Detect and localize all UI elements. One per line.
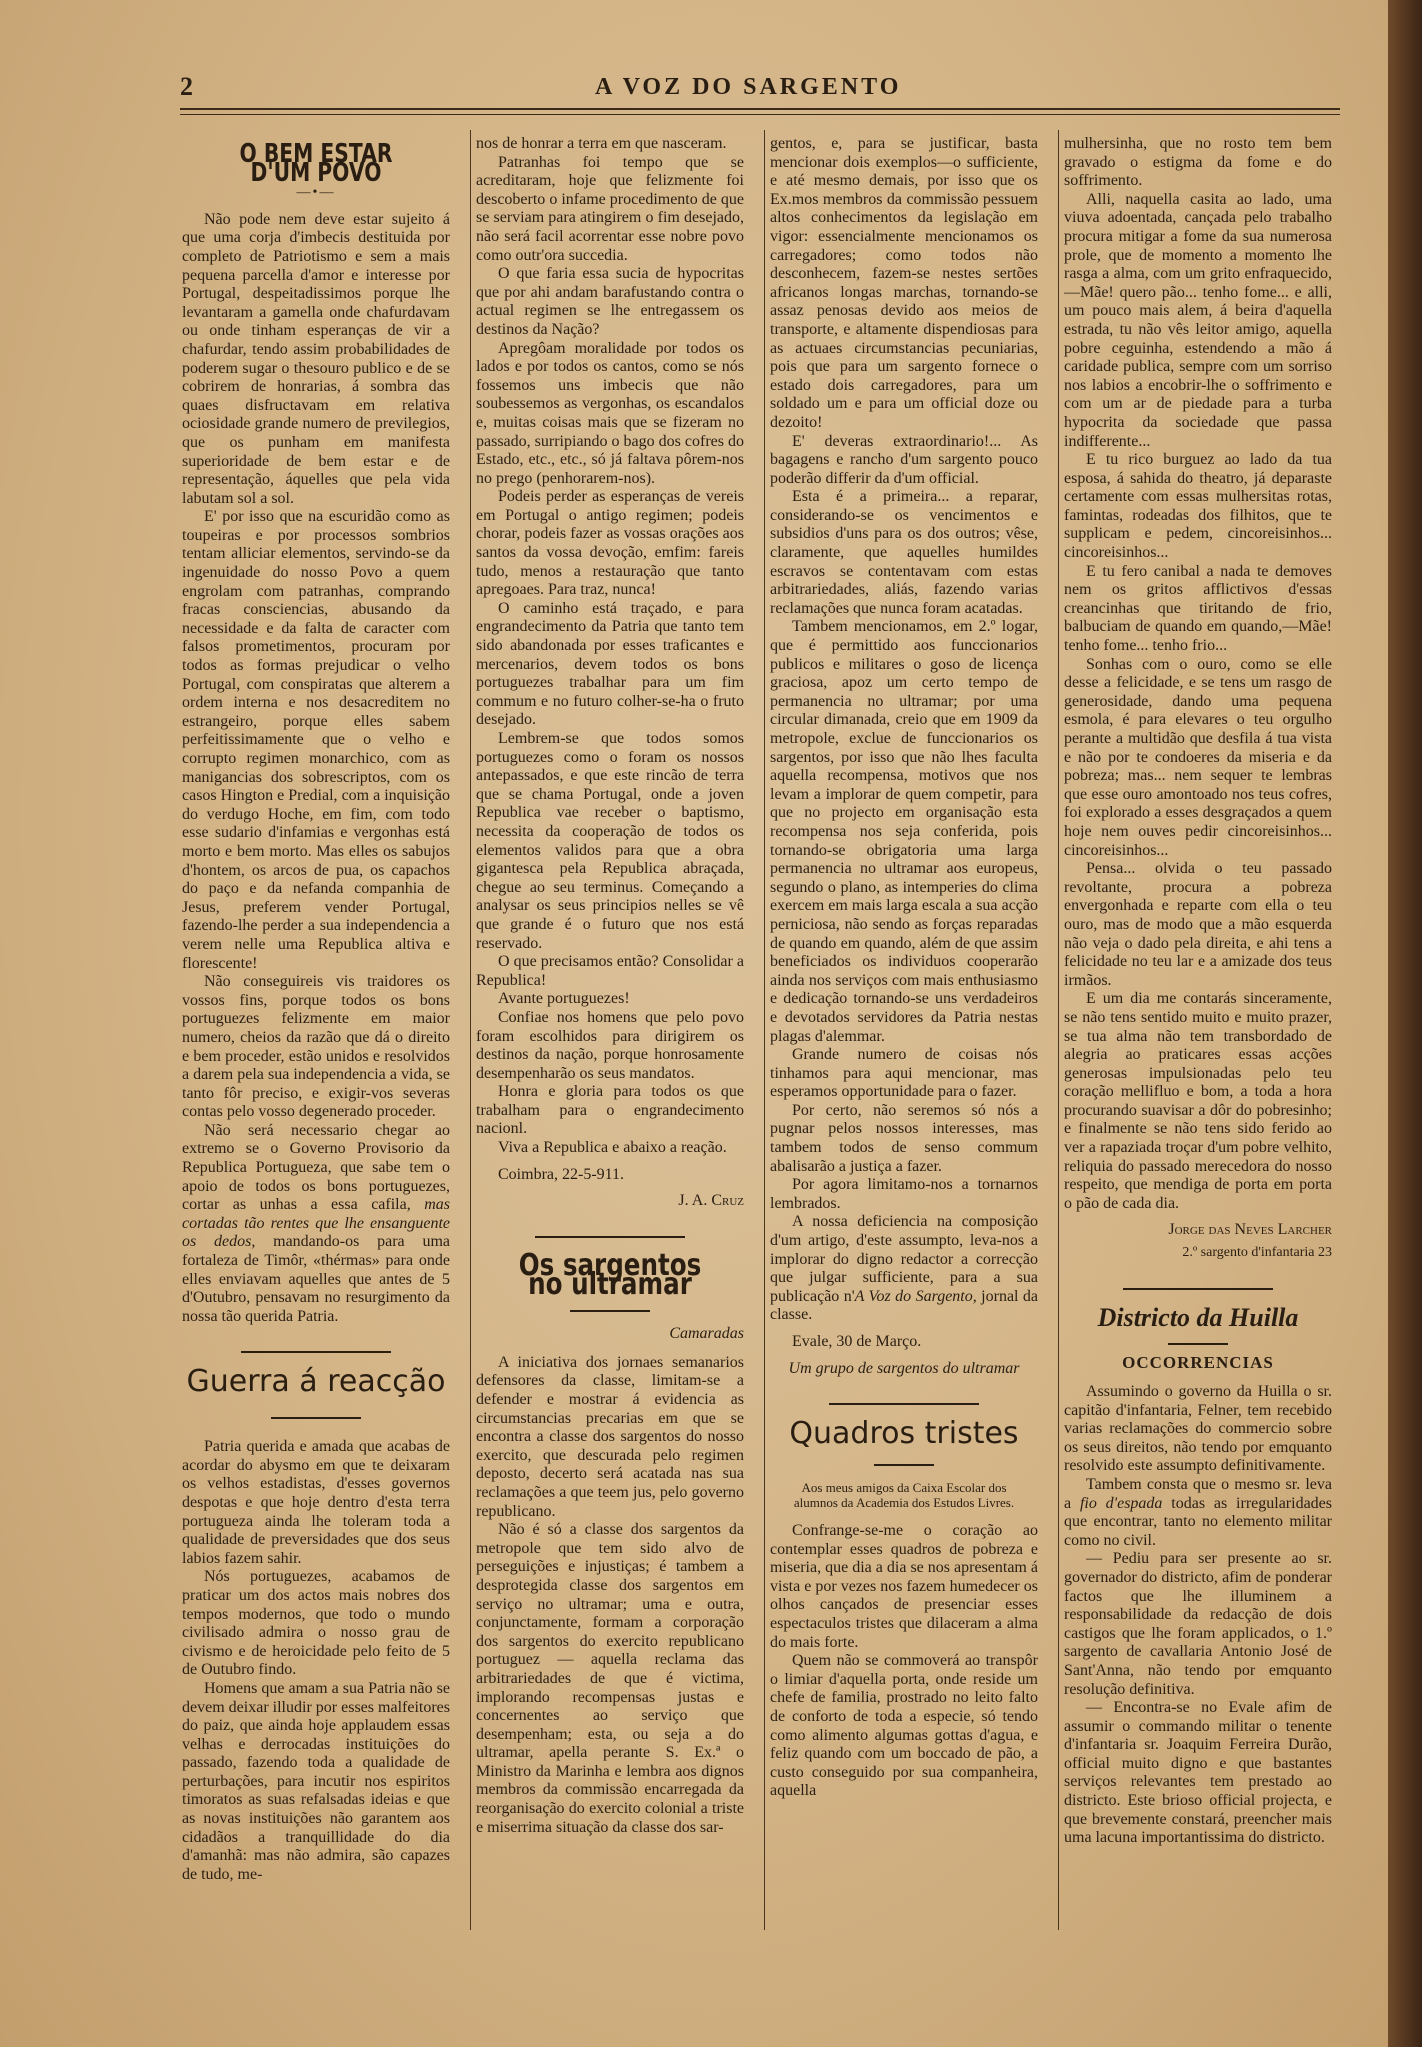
paragraph: E tu rico burguez ao lado da tua esposa, á sahida do theatro, já deparaste certamente com essas mulhersitas rotas, famintas, rodeadas dos filhitos, que te supplicam e pedem, cincoreisinhos... cincoreisinhos... [1064, 451, 1332, 562]
paragraph: nos de honrar a terra em que nasceram. [476, 135, 727, 152]
paragraph: Não pode nem deve estar sujeito á que uma corja d'imbecis destituida por completo de Patriotismo e sem a mais pequena parcella d'amor e interesse por Portugal, despeitadissimos porque lhe levantaram a gamella onde chafurdavam ou onde tinham esperanças de vir a chafurdar, tendo assim probabilidades de poderem sugar o thesouro publico e de se cobrirem de honrarias, á sombra das quaes disfructavam em relativa ociosidade grande numero de previlegios, que os punham em manifesta superioridade de bem estar e de representação, áquelles que pela vida labutam sol a sol. [182, 210, 450, 507]
paragraph: Viva a Republica e abaixo a reação. [498, 1139, 727, 1157]
paragraph [1064, 1476, 1332, 1550]
section-subheading: OCCORRENCIAS [1122, 1353, 1274, 1373]
paragraph: Assumindo o governo da Huilla o sr. capitão d'infantaria, Felner, tem recebido varias reclamações do commercio sobre os seus direitos, não tendo por emquanto resolvido este assumpto definitivamente. [1064, 1383, 1332, 1475]
paragraph: Avante portuguezes! [498, 990, 630, 1008]
column-1 [182, 135, 450, 1955]
paragraph: O caminho está traçado, e para engrandecimento da Patria que tanto tem sido abandonada por esses traficantes e mercenarios, devem todos os bons portuguezes trabalhar para um fim commum e no futuro colher-se-ha o fruto desejado. [476, 599, 744, 729]
paragraph: Pensa... olvida o teu passado revoltante, procura a pobreza envergonhada e reparte com ella o teu ouro, mas de modo que a mão esquerda não veja o dado pela direita, e ahi tens a felicidade no teu lar e a amizade dos teus irmãos. [1064, 860, 1332, 989]
text-run: mandando-os para uma fortaleza de Timôr, «thérmas» para onde elles enviavam aquelles que antes de 5 d'Outubro, pensavam no resurgimento da nossa tão querida Patria. [182, 1233, 450, 1325]
italic-text: mas cortadas tão rentes que lhe ensanguente os dedos, [182, 1196, 450, 1251]
paragraph: O que faria essa sucia de hypocritas que por ahi andam barafustando contra o actual regimen se lhe entregassem os destinos da Nação? [476, 265, 744, 338]
text-run: Não será necessario chegar ao extremo se o Governo Provisorio da Republica Portugueza, que sabe tem o apoio de todos os bons portuguezes, cortar as unhas a essa cafila, [182, 1121, 450, 1214]
paragraph: Quem não se commoverá ao transpôr o limiar d'aquella porta, onde reside um chefe de familia, prostrado no leito falto de conforto de toda a especie, só tendo como alimento algumas gottas d'agua, e feliz quando com um boccado de pão, a custo conseguido por sua companheira, aquella [770, 1652, 1038, 1800]
paragraph: Nós portuguezes, acabamos de praticar um dos actos mais nobres dos tempos modernos, que todo o mundo civilisado admira o nosso grau de civismo e de heroicidade pelo feito de 5 de Outubro findo. [182, 1568, 450, 1679]
column-2 [476, 135, 744, 1955]
paragraph [770, 1213, 1038, 1325]
text-run: Tambem consta que o mesmo sr. leva a [1064, 1475, 1332, 1512]
signature: Jorge das Neves Larcher [1168, 1221, 1332, 1239]
article-headline: Guerra á reacção [186, 1364, 446, 1399]
paragraph: mulhersinha, que no rosto tem bem gravado o estigma da fome e do soffrimento. [1064, 135, 1332, 190]
signature: Um grupo de sargentos do ultramar [788, 1359, 1020, 1377]
paragraph: Confrange-se-me o coração ao contemplar esses quadros de pobreza e miseria, que dia a dia se nos apresentam á vista e por vezes nos fazem humedecer os olhos cançados de presenciar esses espectaculos tristes que dilaceram a alma do mais forte. [770, 1521, 1038, 1651]
paragraph: E' deveras extraordinario!... As bagagens e rancho d'um sargento pouco poderão differir da d'um official. [770, 432, 1038, 487]
article-headline: O BEM ESTAR D'UM POVO [239, 139, 393, 188]
article-headline: Quadros tristes [789, 1415, 1019, 1451]
section-divider [1064, 1332, 1332, 1351]
section-divider [182, 1406, 450, 1425]
paragraph: E um dia me contarás sinceramente, se não tens sentido muito e muito prazer, se tua alma não tem transbordado de alegria ao praticares essas acções generosas impulsionadas pelo teu coração mellifluo e bom, a toda a hora procurando suavisar a dôr do pobresinho; e finalmente se não tens sido ferido ao ver a rapaziada troçar d'um pobre velhito, reliquia do passado merecedora do nosso respeito, que mendiga de porta em porta o pão de cada dia. [1064, 990, 1332, 1212]
paragraph: A iniciativa dos jornaes semanarios defensores da classe, limitam-se a defender e mostrar á evidencia as circumstancias precarias em que se encontra a classe dos sargentos do nosso exercito, que descurada pelo regimen deposto, decerto será acatada nas sua reclamações a que teem jus, pelo governo republicano. [476, 1353, 744, 1520]
article-headline: Districto da Huilla [1097, 1303, 1299, 1333]
section-divider [770, 1453, 1038, 1472]
paragraph: — Pediu para ser presente ao sr. governador do districto, afim de ponderar factos que lhe illuminem a responsabilidade da redacção de dois castigos que lhe foram applicados, o 1.º sargento de cavallaria Antonio José de Sant'Anna, não tendo por emquanto resolução definitiva. [1064, 1550, 1332, 1698]
paragraph: gentos, e, para se justificar, basta mencionar dois exemplos—o sufficiente, e até mesmo demais, por isso que os Ex.mos membros da commissão pessuem altos conhecimentos da legislação em vigor: essencialmente mencionamos os carregadores; como todos não desconhecem, fazem-se nestes sertões africanos longas marchas, tornando-se assaz penosas devido aos meios de transporte, e altamente dispendiosas para as actuaes circumstancias pecuniarias, pois que para um sargento fornece o estado dois carregadores, para um soldado um e para um official doze ou dezoito! [770, 135, 1038, 431]
column-separator [470, 130, 471, 1930]
section-divider [476, 1225, 744, 1244]
paragraph: — Encontra-se no Evale afim de assumir o commando militar o tenente d'infantaria sr. Joaquim Ferreira Durão, official muito digno e que bastantes serviços relevantes tem prestado ao districto. Este brioso official projecta, e que brevemente constará, preencher mais uma lacuna importantissima do districto. [1064, 1699, 1332, 1847]
paragraph: Honra e gloria para todos os que trabalham para o engrandecimento nacionl. [476, 1083, 744, 1138]
signature: J. A. Cruz [678, 1192, 744, 1210]
section-divider [770, 1392, 1038, 1411]
paragraph [182, 1122, 450, 1327]
dateline: Evale, 30 de Março. [792, 1333, 922, 1350]
italic-text: A Voz do Sargento, [854, 1287, 977, 1305]
paragraph: Patria querida e amada que acabas de acordar do abysmo em que te deixaram os velhos estadistas, d'esses governos despotas e que hoje dentro d'esta terra portugueza ainda lhe toleram toda a qualidade de preversidades que dos seus labios fazem sahir. [182, 1438, 450, 1567]
text-run: A nossa deficiencia na composição d'um artigo, d'este assumpto, leva-nos a implorar do digno redactor a correcção que julgar sufficiente, para a sua publicação n' [770, 1213, 1038, 1305]
dateline: Coimbra, 22-5-911. [498, 1165, 625, 1183]
paragraph: Homens que amam a sua Patria não se devem deixar illudir por esses malfeitores do paiz, que ainda hoje applaudem essas velhas e derrocadas instituições do passado, fazendo toda a qualidade de perturbações, para incutir nos espiritos timoratos as suas refalsadas ideias e que as novas instituições não garantem aos cidadãos a tranquillidade do dia d'amanhã: mas não admira, são capazes de tudo, me- [182, 1679, 450, 1883]
paragraph: E' por isso que na escuridão como as toupeiras e por processos sombrios tentam alliciar elementos, servindo-se da ingenuidade do nosso Povo a quem engrolam com patranhas, comprando fracas consciencias, abusando da necessidade e da falta de caracter com falsos prometimentos, procuram por todos as formas prejudicar o velho Portugal, com conspiratas que alterem a ordem interna e nos desacreditem no estrangeiro, porque elles sabem perfeitissimamente que o velho e corrupto regimen monarchico, com as manigancias dos sobrescriptos, com os casos Hington e Predial, com a inquisição do verdugo Hoche, em fim, com todo esse sudario d'infamias e vergonhas está morto e bem morto. Mas elles os sabujos d'hontem, os arcos de pua, os capachos do paço e da nefanda companhia de Jesus, preferem vender Portugal, fazendo-lhe perder a sua independencia a verem nelle uma Republica altiva e florescente! [182, 508, 450, 972]
article-headline: Os sargentos no ultramar [518, 1248, 702, 1303]
column-3 [770, 135, 1038, 1955]
section-divider [182, 1340, 450, 1359]
masthead [180, 70, 1340, 110]
text-run: jornal da classe. [770, 1287, 1038, 1324]
signature-rank: 2.º sargento d'infantaria 23 [1182, 1245, 1332, 1261]
masthead-rule [180, 108, 1340, 115]
column-separator [764, 130, 765, 1930]
column-separator [1058, 130, 1059, 1930]
newspaper-title: A VOZ DO SARGENTO [595, 74, 902, 100]
page-number: 2 [180, 72, 193, 101]
dedication: Aos meus amigos da Caixa Escolar dos alumnos da Academia dos Estudos Livres. [793, 1479, 1015, 1510]
section-divider [1064, 1277, 1332, 1296]
paragraph: Por certo, não seremos só nós a pugnar pelos nossos interesses, mas tambem todos de senso commum abalisarão a justiça a fazer. [770, 1101, 1038, 1175]
column-4 [1064, 135, 1332, 1955]
paragraph: Podeis perder as esperanças de vereis em Portugal o antigo regimen; podeis chorar, podeis fazer as vossas orações aos santos da vossa devoção, emfim: fareis tudo, menos a restauração que tanto apregoaes. Para traz, nunca! [476, 488, 744, 599]
paragraph: Alli, naquella casita ao lado, uma viuva adoentada, cançada pelo trabalho procura mitigar a fome da sua numerosa prole, que de momento a momento lhe rasga a alma, com um grito enfraquecido,—Mãe! quero pão... tenho fome... e alli, um pouco mais alem, á beira d'aquella estrada, tu não vês leitor amigo, aquella pobre ceguinha, estendendo a mão á caridade publica, sempre com um sorriso nos labios a encobrir-lhe o soffrimento e com um ar de piedade para a turba hypocrita da sociedade que passa indifferente... [1064, 190, 1332, 450]
paragraph: Tambem mencionamos, em 2.º logar, que é permittido aos funccionarios publicos e militares o goso de licença graciosa, apoz um certo tempo de permanencia no ultramar; por uma circular dimanada, creio que em 1909 da metropole, exclue de funccionarios os sargentos, por isso que não lhes faculta aquella recompensa, motivos que nos levam a implorar de quem competir, para que no projecto em organisação esta recompensa nos seja conferida, pois tornando-se obrigatoria uma larga permanencia no ultramar aos europeus, segundo o plano, as intemperies do clima exercem em mais larga escala a sua acção perniciosa, não sendo as forças reparadas de quando em quando, além de que assim beneficiados os individuos cooperarão ainda nos serviços com mais enthusiasmo e dedicação tornando-se uns verdadeiros e devotados servidores da Patria nestas plagas d'alemmar. [770, 618, 1038, 1045]
salutation: Camaradas [669, 1325, 744, 1343]
paragraph: Confiae nos homens que pelo povo foram escolhidos para dirigirem os destinos da nação, porque honrosamente desempenharão os seus mandatos. [476, 1008, 744, 1082]
paragraph: O que precisamos então? Consolidar a Republica! [476, 953, 744, 989]
paragraph: E tu fero canibal a nada te demoves nem os gritos afflictivos d'essas creancinhas que tiritando de frio, balbuciam de quando em quando,—Mãe! tenho fome... tenho frio... [1064, 562, 1332, 655]
paragraph: Não conseguireis vis traidores os vossos fins, porque todos os bons portuguezes felizmente em maior numero, cheios da razão que dá o direito e bem proceder, estão unidos e resolvidos a darem pela sua independencia a vida, se tanto fôr preciso, e exigir-vos severas contas pelo vosso degenerado proceder. [182, 973, 450, 1121]
italic-text: fio d'espada [1079, 1494, 1163, 1512]
paragraph: Grande numero de coisas nós tinhamos para aqui mencionar, mas esperamos opportunidade para o fazer. [770, 1046, 1038, 1101]
paragraph: Por agora limitamo-nos a tornarnos lembrados. [770, 1176, 1038, 1212]
paragraph: Lembrem-se que todos somos portuguezes como o foram os nossos antepassados, e que este rincão de terra que se chama Portugal, onde a joven Republica vae receber o baptismo, necessita da cooperação de todos os elementos validos para que a obra gigantesca pela Republica abraçada, chegue ao seu terminus. Começando a analysar os seus principios nelles se vê que grande é o futuro que nos está reservado. [476, 730, 744, 952]
paragraph: Sonhas com o ouro, como se elle desse a felicidade, e se tens um rasgo de generosidade, dando uma pequena esmola, é para elevares o teu orgulho perante a multidão que desfila á tua vista e não por te condoeres da miseria e da pobreza; mas... nem sequer te lembras que esse ouro amontoado nos teus cofres, foi explorado a esses desgraçados a quem hoje nem ouves pedir cincoreisinhos... cincoreisinhos... [1064, 655, 1332, 859]
text-run: todas as irregularidades que encontrar, tanto no elemento militar como no civil. [1064, 1494, 1332, 1549]
ornament: —•— [296, 185, 336, 201]
page-edge [1388, 0, 1422, 2047]
paragraph: Apregôam moralidade por todos os lados e por todos os cantos, como se nós fossemos uns imbecis que não soubessemos as vergonhas, os escandalos e, muitas coisas mais que se fizeram no passado, surripiando o bago dos cofres do Estado, etc., etc., só já faltava pôrem-nos no prego (penhorarem-nos). [476, 339, 744, 487]
paragraph: Não é só a classe dos sargentos da metropole que tem sido alvo de perseguições e injustiças; é tambem a desprotegida classe dos sargentos em serviço no ultramar; uma e outra, conjunctamente, formam a corporação dos sargentos do exercito republicano portuguez — aquella reclama das arbitrariedades de que é victima, implorando recompensas justas e concernentes ao serviço que desempenham; esta, ou seja a do ultramar, apella perante S. Ex.ª o Ministro da Marinha e lembra aos dignos membros da commissão encarregada da reorganisação do exercito colonial a triste e miserrima situação da classe dos sar- [476, 1521, 744, 1836]
paragraph: Esta é a primeira... a reparar, considerando-se os vencimentos e subsidios d'uns para os dos outros; vêse, claramente, que aquelles humildes escravos se contentavam com estas arbitrariedades, aliás, fazendo varias reclamações que nunca foram acatadas. [770, 488, 1038, 617]
paragraph: Patranhas foi tempo que se acreditaram, hoje que felizmente foi descoberto o infame procedimento de que se serviam para atingirem o fim desejado, não será facil acorrentar esse nobre povo como outr'ora succedia. [476, 153, 744, 264]
